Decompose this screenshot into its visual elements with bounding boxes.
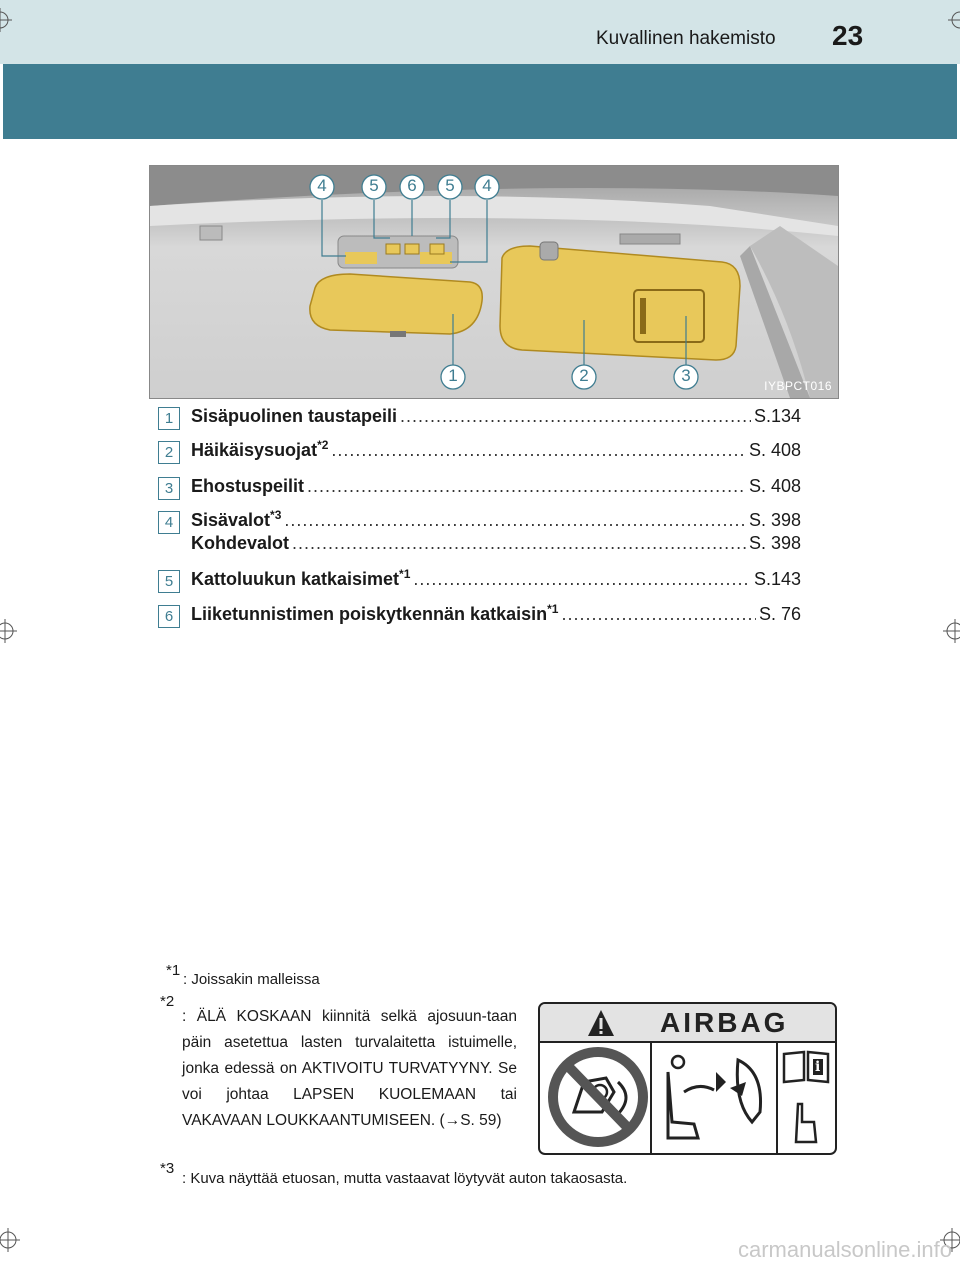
page-reference[interactable]: S.134 [753, 406, 801, 426]
manual-info-glyph: i [815, 1059, 821, 1075]
item-number: 6 [158, 605, 180, 628]
page-reference[interactable]: S. 398 [748, 510, 801, 530]
list-item [158, 602, 801, 632]
callout-label: 1 [448, 366, 458, 385]
item-number: 5 [158, 570, 180, 593]
no-rear-facing-child-seat-icon [544, 1042, 652, 1152]
item-number: 3 [158, 477, 180, 500]
footnote-1: : Joissakin malleissa [183, 971, 320, 988]
callout-label: 6 [407, 176, 417, 195]
item-label: Sisäpuolinen taustapeili [191, 406, 398, 426]
item-number: 1 [158, 407, 180, 430]
item-number: 2 [158, 441, 180, 464]
list-item [158, 438, 801, 468]
item-label: Kohdevalot [191, 533, 290, 553]
callout-label: 3 [681, 366, 691, 385]
list-item [158, 404, 801, 434]
car-ceiling-drawing [150, 166, 838, 398]
list-item [158, 474, 801, 504]
callout-label: 4 [317, 176, 327, 195]
section-title: Kuvallinen hakemisto [596, 28, 776, 49]
page-reference[interactable]: S.143 [753, 569, 801, 589]
warning-icon [586, 1008, 616, 1038]
callout-label: 5 [369, 176, 379, 195]
seat-airbag-icon [654, 1042, 774, 1152]
list-item [158, 533, 801, 563]
item-label: Sisävalot$^{*3}$ [191, 508, 282, 530]
page-reference[interactable]: S. 408 [748, 440, 801, 460]
footnote-mark: *1 [166, 962, 181, 979]
airbag-title: AIRBAG [660, 1007, 789, 1038]
item-label: Häikäisysuojat$^{*2}$ [191, 438, 329, 460]
footnote-mark: *3 [160, 1160, 175, 1177]
airbag-warning-label [538, 1002, 837, 1155]
figure-code: IYBPCT016 [764, 379, 832, 393]
airbag-label-header [540, 1004, 835, 1043]
interior-illustration [149, 165, 839, 399]
item-label: Ehostuspeilit [191, 476, 305, 496]
page-number: 23 [832, 20, 864, 51]
watermark: carmanualsonline.info [737, 1237, 952, 1262]
divider [650, 1041, 652, 1153]
page-reference[interactable]: S. 76 [758, 604, 801, 624]
item-label: Kattoluukun katkaisimet$^{*1}$ [191, 567, 411, 589]
list-item [158, 567, 801, 597]
footnote-2: : ÄLÄ KOSKAAN kiinnitä selkä ajosuun-taan päin asetettua lasten turvalaitetta istuimelle, jonka edessä on AKTIVOITU TURVATYYNY. Se voi johtaa LAPSEN KUOLEMAAN tai VAKAVAAN LOUKKAANTUMISEEN. (→S. 59) [182, 1008, 517, 1129]
callout-label: 4 [482, 176, 492, 195]
footnote-3: : Kuva näyttää etuosan, mutta vastaavat löytyvät auton takaosasta. [182, 1170, 628, 1187]
item-label: Liiketunnistimen poiskytkennän katkaisin$^{*1}$ [191, 602, 559, 624]
footnote-mark: *2 [160, 993, 175, 1010]
callout-label: 2 [579, 366, 589, 385]
page-reference[interactable]: S. 398 [748, 533, 801, 553]
manual-info-icon [778, 1042, 834, 1152]
page-reference[interactable]: S. 408 [748, 476, 801, 496]
callout-label: 5 [445, 176, 455, 195]
item-number: 4 [158, 511, 180, 534]
